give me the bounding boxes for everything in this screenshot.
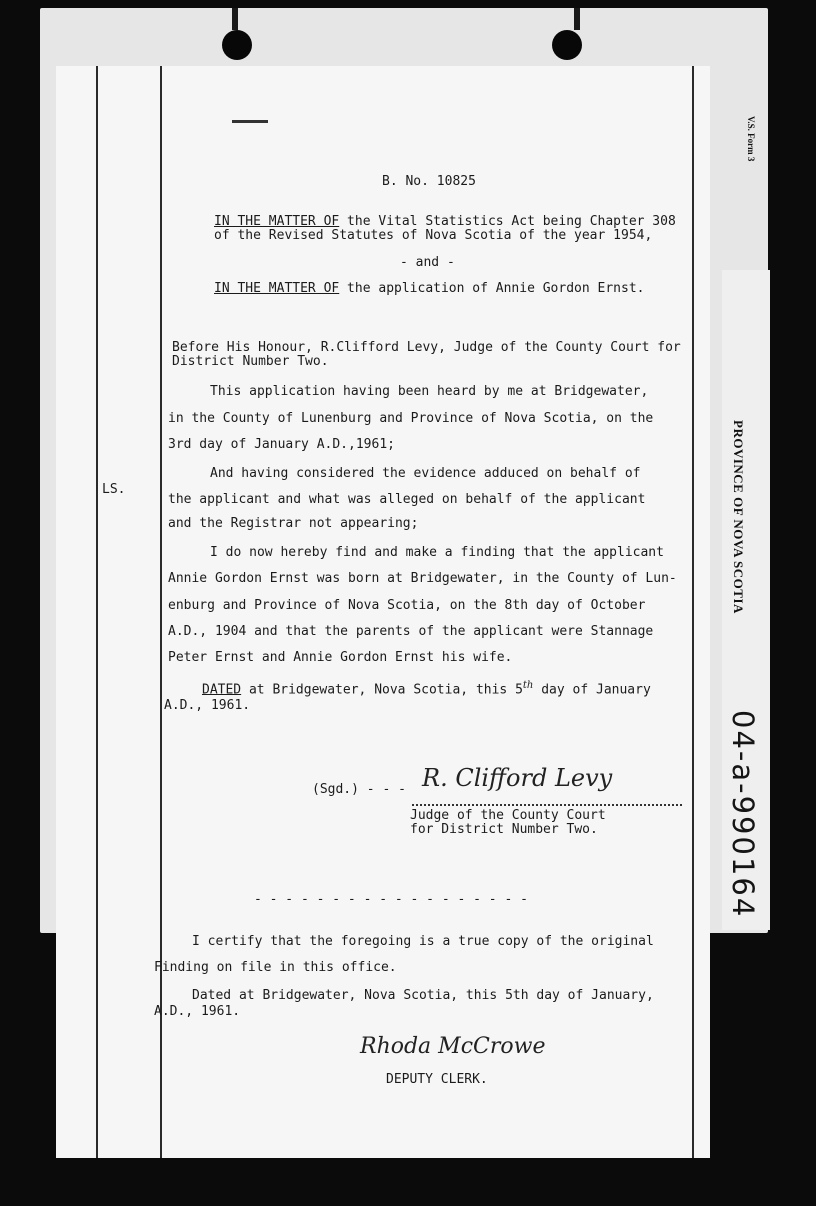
matter-vital-statistics-cont: of the Revised Statutes of Nova Scotia of the year 1954, (214, 228, 653, 243)
and-separator: - and - (400, 255, 455, 270)
body-line: A.D., 1904 and that the parents of the applicant were Stannage (168, 624, 654, 639)
judge-title: Judge of the County Court (410, 808, 606, 823)
margin-rule (692, 66, 694, 1158)
binder-tab (232, 8, 238, 30)
clerk-signature: Rhoda McCrowe (360, 1034, 546, 1059)
handwritten-reference: 04-a-990164 (726, 710, 760, 919)
certificate-line: Dated at Bridgewater, Nova Scotia, this 5th day of January, (192, 988, 654, 1003)
dated-text: at Bridgewater, Nova Scotia, this (241, 682, 516, 698)
body-line: enburg and Province of Nova Scotia, on the 8th day of October (168, 598, 646, 613)
clerk-title: DEPUTY CLERK. (386, 1072, 488, 1087)
body-line: 3rd day of January A.D.,1961; (168, 437, 395, 452)
signature-line (412, 804, 682, 806)
province-label: PROVINCE OF NOVA SCOTIA (731, 420, 746, 614)
dated-day-suffix: th (522, 680, 534, 691)
side-label-strip (722, 270, 770, 930)
certificate-line: Finding on file in this office. (154, 960, 397, 975)
body-line: Annie Gordon Ernst was born at Bridgewater, in the County of Lun- (168, 571, 677, 586)
punch-hole (552, 30, 582, 60)
punch-hole (222, 30, 252, 60)
body-line: Peter Ernst and Annie Gordon Ernst his wife. (168, 650, 513, 665)
body-line: in the County of Lunenburg and Province of Nova Scotia, on the (168, 411, 654, 426)
document-page (56, 66, 710, 1158)
binder-tab (574, 8, 580, 30)
dated-label: DATED (202, 682, 242, 698)
ls-seal-mark: LS. (102, 482, 126, 497)
body-line: the applicant and what was alleged on behalf of the applicant (168, 492, 646, 507)
body-line: This application having been heard by me at Bridgewater, (210, 384, 649, 399)
document-number: B. No. 10825 (382, 174, 476, 189)
sgd-label: (Sgd.) - - - (312, 782, 406, 797)
matter-label: IN THE MATTER OF (214, 214, 340, 229)
typed-mark (232, 120, 268, 123)
matter-application (214, 281, 644, 296)
dated-line (202, 678, 651, 697)
body-line: And having considered the evidence adduced on behalf of (210, 466, 641, 481)
dated-day: 5 (515, 682, 523, 698)
judge-title: for District Number Two. (410, 822, 598, 837)
section-separator: - - - - - - - - - - - - - - - - - - (254, 892, 528, 907)
certificate-line: I certify that the foregoing is a true copy of the original (192, 934, 654, 949)
body-line: I do now hereby find and make a finding that the applicant (210, 545, 664, 560)
margin-rule (96, 66, 98, 1158)
matter-label: IN THE MATTER OF (214, 281, 340, 296)
certificate-line: A.D., 1961. (154, 1004, 241, 1019)
judge-signature: R. Clifford Levy (422, 764, 613, 792)
before-line: Before His Honour, R.Clifford Levy, Judge of the County Court for (172, 340, 681, 355)
matter-text: the Vital Statistics Act being Chapter 308 (339, 214, 676, 229)
dated-text: day of January (533, 682, 651, 698)
district-line: District Number Two. (172, 354, 329, 369)
margin-rule (160, 66, 162, 1158)
matter-text: the application of Annie Gordon Ernst. (339, 281, 645, 296)
form-number: V.S. Form 3 (746, 116, 756, 162)
body-line: and the Registrar not appearing; (168, 516, 419, 531)
matter-vital-statistics (214, 214, 676, 229)
dated-year: A.D., 1961. (164, 698, 251, 713)
